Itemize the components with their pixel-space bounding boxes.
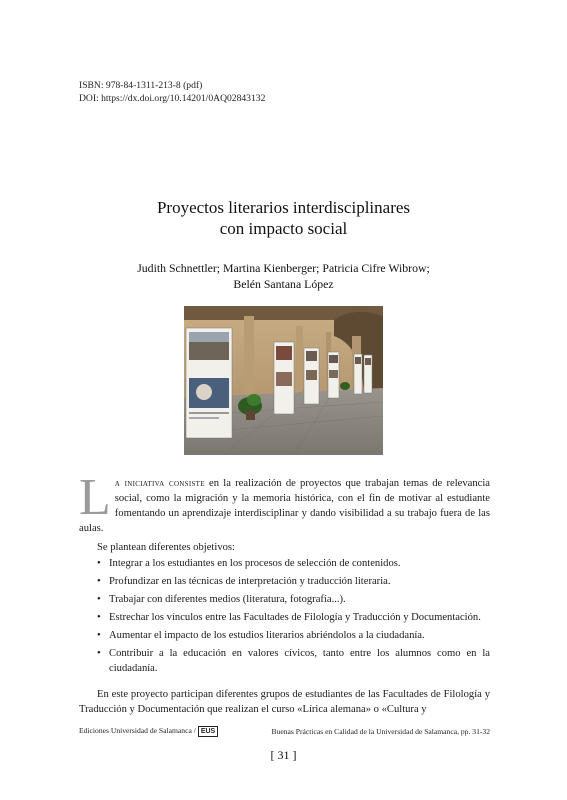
objectives-list <box>79 556 490 676</box>
bullet-icon: • <box>97 630 101 641</box>
intro-text: en la realización de proyectos que trabajan temas de relevancia social, como la migración y la memoria histórica, con el fin de motivar al estudiante fomentando un aprendizaje interdisciplinar y dando visibilidad a su trabajo fuera de las aulas. <box>79 478 490 534</box>
bullet-icon: • <box>97 558 101 569</box>
article-title <box>0 197 567 239</box>
objectives-lead: Se plantean diferentes objetivos: <box>97 542 235 553</box>
title-line-1: Proyectos literarios interdisciplinares <box>156 198 411 217</box>
page-number: [ 31 ] <box>270 748 297 762</box>
title-line-2: con impacto social <box>219 219 348 238</box>
doi-line: DOI: https://dx.doi.org/10.14201/0AQ02843132 <box>79 93 266 104</box>
footer-publisher: Ediciones Universidad de Salamanca / EUS <box>79 726 218 737</box>
list-item: • Integrar a los estudiantes en los procesos de selección de contenidos. <box>97 558 401 569</box>
bullet-icon: • <box>97 612 101 623</box>
second-paragraph: En este proyecto participan diferentes grupos de estudiantes de las Facultades de Filología y Traducción y Documentación que realizan el curso «Lírica alemana» o «Cultura y <box>79 689 490 715</box>
isbn-line: ISBN: 978-84-1311-213-8 (pdf) <box>79 80 203 91</box>
bullet-icon: • <box>97 594 101 605</box>
bullet-icon: • <box>97 576 101 587</box>
list-item: • Estrechar los vínculos entre las Facultades de Filología y Traducción y Documentación. <box>97 612 481 623</box>
list-item: • Aumentar el impacto de los estudios literarios abriéndolos a la ciudadanía. <box>97 630 425 641</box>
exhibition-illustration <box>184 306 383 455</box>
publication-meta <box>79 79 265 105</box>
exhibition-photo <box>184 306 383 455</box>
article-body <box>79 469 490 717</box>
intro-smallcaps: a iniciativa consiste <box>114 478 205 489</box>
list-item: • Profundizar en las técnicas de interpretación y traducción literaria. <box>97 576 391 587</box>
authors-line-2: Belén Santana López <box>233 277 334 291</box>
intro-paragraph <box>79 469 490 536</box>
list-item: • Contribuir a la educación en valores cívicos, tanto entre los alumnos como en la ciudadanía. <box>97 648 490 674</box>
list-item: • Trabajar con diferentes medios (literatura, fotografía...). <box>97 594 346 605</box>
page-footer <box>79 726 490 737</box>
drop-cap: L <box>79 469 111 526</box>
authors-line-1: Judith Schnettler; Martina Kienberger; Patricia Cifre Wibrow; <box>137 261 430 275</box>
author-list <box>0 260 567 292</box>
bullet-icon: • <box>97 648 101 659</box>
footer-source: Buenas Prácticas en Calidad de la Universidad de Salamanca, pp. 31-32 <box>271 727 490 736</box>
publisher-logo: EUS <box>198 726 218 737</box>
